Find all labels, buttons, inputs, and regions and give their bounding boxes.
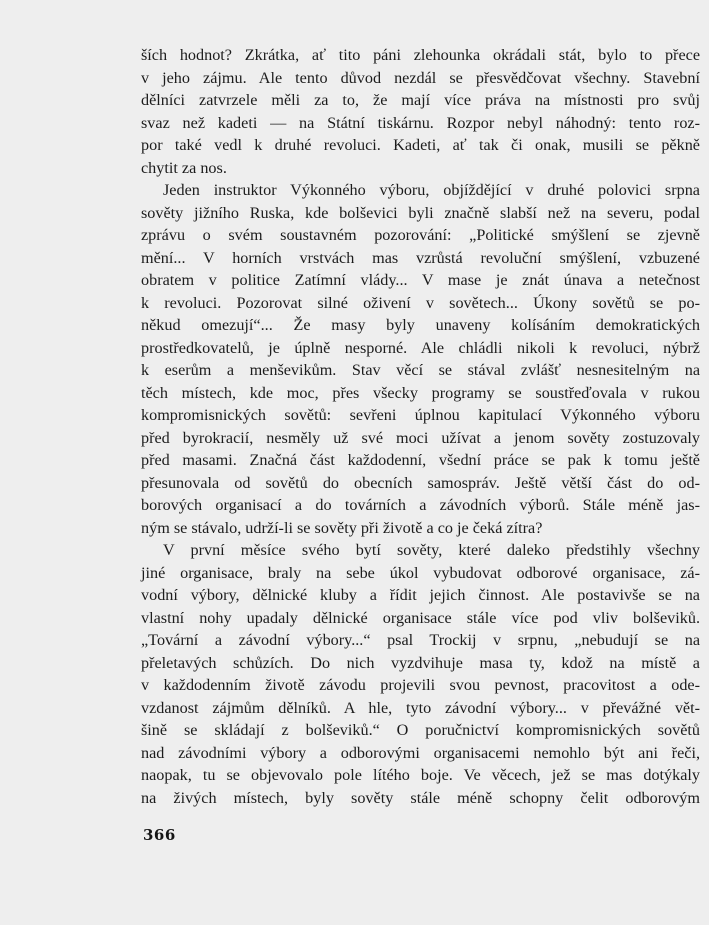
text-line: před byrokracií, nesměly už své moci užívat a jenom sověty zostuzovaly (141, 428, 700, 447)
text-line: por také vedl k druhé revoluci. Kadeti, ať tak či onak, musili se pěkně (141, 136, 700, 154)
text-line: chytit za nos. (141, 158, 227, 177)
paragraph-2 (141, 179, 700, 539)
paragraph-3 (141, 539, 700, 809)
page-body-text (141, 44, 700, 809)
text-line: přeletavých schůzích. Do nich vyzdvihuje masa ty, kdož na místě a (141, 653, 700, 672)
text-line: těch místech, kde moc, přes všecky programy se soustřeďovala v rukou (141, 383, 700, 402)
text-line: před masami. Značná část každodenní, všední práce se pak k tomu ještě (141, 451, 700, 469)
text-line: šině se skládají z bolševiků.“ O poručnictví kompromisnických sovětů (141, 721, 700, 739)
text-line: k revoluci. Pozorovat silné oživení v sovětech... Úkony sovětů se po- (141, 293, 700, 312)
text-line: vodní výbory, dělnické kluby a řídit jejich činnost. Ale postavivše se na (141, 586, 700, 604)
text-line: v každodenním životě závodu projevili svou pevnost, pracovitost a ode- (141, 676, 700, 694)
text-line: borových organisací a do továrních a závodních výborů. Stále méně jas- (141, 496, 700, 514)
text-line: mění... V horních vrstvách mas vzrůstá revoluční smýšlení, vzbuzené (141, 248, 700, 267)
paragraph-1 (141, 44, 700, 179)
text-line: kompromisnických sovětů: sevřeni úplnou kapitulací Výkonného výboru (141, 406, 700, 424)
text-line: sověty jižního Ruska, kde bolševici byli značně slabší než na severu, podal (141, 203, 700, 222)
text-line: obratem v politice Zatímní vlády... V mase je znát únava a netečnost (141, 271, 700, 289)
page-number: 366 (143, 826, 176, 844)
text-line: v jeho zájmu. Ale tento důvod nezdál se přesvědčovat všechny. Stavební (141, 68, 700, 87)
text-line: svaz než kadeti — na Státní tiskárnu. Rozpor nebyl náhodný: tento roz- (141, 113, 700, 132)
text-line: k eserům a menševikům. Stav věcí se stával zvlášť nesnesitelným na (141, 361, 700, 379)
text-line: na živých místech, byly sověty stále méně schopny čelit odborovým (141, 788, 700, 807)
text-line: někud omezují“... Že masy byly unaveny kolísáním demokratických (141, 316, 700, 334)
text-line: nad závodními výbory a odborovými organisacemi nemohlo být ani řeči, (141, 743, 700, 762)
text-line: přesunovala od sovětů do obecních samospráv. Ještě větší část do od- (141, 473, 700, 492)
text-line: ších hodnot? Zkrátka, ať tito páni zlehounka okrádali stát, bylo to přece (141, 46, 700, 64)
text-line: „Tovární a závodní výbory...“ psal Trockij v srpnu, „nebudují se na (141, 631, 700, 649)
text-line: naopak, tu se objevovalo pole lítého boje. Ve věcech, jež se mas dotýkaly (141, 766, 700, 784)
text-line: prostředkovatelů, je úplně nesporné. Ale chládli nikoli k revoluci, nýbrž (141, 338, 700, 357)
text-line: jiné organisace, braly na sebe úkol vybudovat odborové organisace, zá- (141, 563, 700, 582)
text-line: zprávu o svém soustavném pozorování: „Politické smýšlení se zjevně (141, 226, 700, 244)
text-line: ným se stávalo, udrží-li se sověty při životě a co je čeká zítra? (141, 518, 543, 537)
text-line: vlastní nohy upadaly dělnické organisace stále více pod vliv bolševiků. (141, 608, 700, 627)
text-line: dělníci zatvrzele měli za to, že mají více práva na místnosti pro svůj (141, 91, 700, 109)
text-line: V první měsíce svého bytí sověty, které daleko předstihly všechny (163, 541, 700, 559)
text-line: Jeden instruktor Výkonného výboru, objíždějící v druhé polovici srpna (163, 181, 700, 199)
text-line: vzdanost zájmům dělníků. A hle, tyto závodní výbory... v převážné vět- (141, 698, 700, 717)
